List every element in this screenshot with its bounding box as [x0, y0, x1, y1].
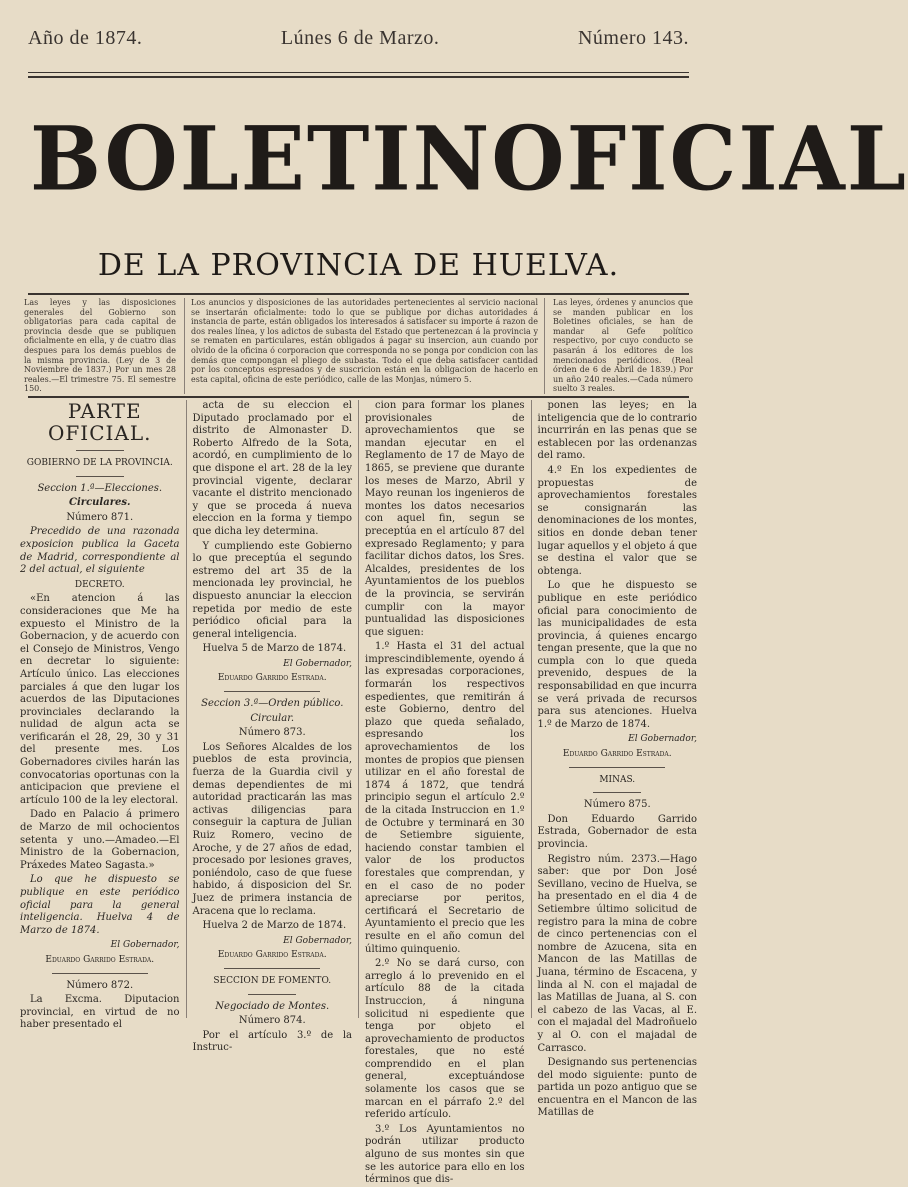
col3-para-3: 2.º No se dará curso, con arreglo á lo prevenido en el artículo 88 de la citada Instruccion, á ninguna solicitud ni espediente que tenga por objeto el aprovechamiento de productos forestales, que no esté comprendido en el plan general, exceptuándose solamente los casos que se marcan en el párrafo 2.º del referido artículo. — [365, 958, 525, 1121]
notice-rule — [28, 396, 689, 398]
numero-872: Número 872. — [66, 979, 134, 991]
col2-para-3: Los Señores Alcaldes de los pueblos de esta provincia, fuerza de la Guardia civil y demas dependientes de mi autoridad practicarán las mas activas diligencias para conseguir la captura de Julian Ruiz Romero, vecino de Aroche, y de 27 años de edad, procesado por lesiones graves, poniéndolo, caso de que fuese habido, á disposicion del Sr. Juez de primera instancia de Aracena que lo reclama. — [192, 741, 352, 917]
governor-name: Eduardo Garrido Estrada. — [45, 954, 155, 965]
column-4 — [531, 400, 704, 1119]
column-1 — [14, 399, 186, 1031]
decree-body: «En atencion á las consideraciones que Me ha expuesto el Ministro de la Gobernacion, y de acuerdo con el Consejo de Ministros, Vengo en decretar lo siguiente: Artículo único. Las elecciones parciales á que den lugar los acuerdos de las Diputaciones provinciales declarando la nulidad de algun acta se verificarán el 28, 29, 30 y 31 del presente mes. Los Gobernadores civiles harán las convocatorias oportunas con la anticipacion que previene el artículo 100 de la ley electoral. — [20, 593, 180, 806]
numero-874: Número 874. — [238, 1015, 306, 1027]
divider — [76, 476, 124, 477]
column-2 — [186, 400, 359, 1054]
divider — [224, 691, 320, 692]
col2-para-1: acta de su eleccion el Diputado proclamado por el distrito de Almonaster D. Roberto Alfredo de la Sota, acordó, en cumplimiento de lo que dispone el art. 28 de la ley provincial vigente, declarar vacante el distrito mencionado y que se proceda á nueva eleccion en la forma y tiempo que dicha ley determina. — [192, 400, 352, 537]
masthead-left-word: BOLETIN — [30, 106, 492, 210]
notice-center — [184, 298, 545, 394]
subtitle-rule — [28, 293, 689, 295]
notice-right-text: Las leyes, órdenes y anuncios que se manden publicar en los Boletines oficiales, se han de mandar al Gefe político respectivo, por cuyo conducto se pasarán á los editores de los mencionados periódicos. (Real órden de 6 de Abril de 1839.) Por un año 240 reales.—Cada número suelto 3 reales. — [553, 298, 693, 394]
decreto-heading: DECRETO. — [74, 579, 125, 590]
governor-name: Eduardo Garrido Estrada. — [562, 749, 672, 760]
decree-dado: Dado en Palacio á primero de Marzo de mil ochocientos setenta y uno.—Amadeo.—El Ministro de la Gobernacion, Práxedes Mateo Sagasta.» — [20, 809, 180, 871]
issue-year: Año de 1874. — [28, 26, 143, 49]
negociado-heading: Negociado de Montes. — [215, 1000, 330, 1012]
divider — [52, 973, 148, 974]
header-rule-thick — [28, 76, 689, 78]
numero-871: Número 871. — [66, 511, 134, 523]
fomento-heading: SECCION DE FOMENTO. — [213, 975, 332, 986]
notice-center-text: Los anuncios y disposiciones de las autoridades pertenecientes al servicio nacional se insertarán oficialmente: todo lo que se publique por dichas autoridades á instancia de parte, están obligados los interesados á satisfacer su importe á razon de dos reales línea, y los adictos de subasta del Estado que pertenezcan á la provincia y se rematen en particulares, están obligados á pagar su insercion, aun cuando por olvido de la oficina ó corporacion que corresponda no se ponga por condicion con las demás que compongan el pliego de subasta. Todo el que deba satisfacer cantidad por los conceptos espresados y de suscricion están en la obligacion de hacerlo en esta capital, oficina de este periódico, calle de las Monjas, número 5. — [191, 298, 538, 384]
circular-heading: Circular. — [250, 712, 295, 724]
divider — [224, 968, 320, 969]
col4-para-2: 4.º En los expedientes de propuestas de aprovechamientos forestales se consignarán las denominaciones de los montes, sitios en donde deban tener lugar aquellos y el objeto á que se destina el valor que se obtenga. — [537, 464, 697, 577]
issue-header — [28, 20, 689, 56]
column-3 — [358, 400, 531, 1186]
parte-oficial-heading: PARTE OFICIAL. — [48, 399, 152, 445]
col4-para-5: Registro núm. 2373.—Hago saber: que por Don José Sevillano, vecino de Huelva, se ha presentado en el dia 4 de Setiembre último solicitud de registro para la mina de cobre de cinco pertenencias con el nombre de Azucena, sita en Mancon de las Matillas de Juana, término de Escacena, y linda al N. con el majadal de las Matillas de Juana, al S. con el cabezo de las Vacas, al E. con el majadal del Madroñuelo y al O. con el majadal de Carrasco. — [537, 853, 697, 1054]
divider — [76, 450, 124, 451]
col4-para-6: Designando sus pertenencias del modo siguiente: punto de partida un pozo antiguo que se encuentra en el Mancon de las Matillas de — [537, 1057, 697, 1119]
masthead-right-word: OFICIAL — [491, 106, 908, 210]
col2-para-2: Y cumpliendo este Gobierno lo que preceptúa el segundo estremo del art 35 de la mencionada ley provincial, he dispuesto anunciar la eleccion repetida por medio de este periódico oficial para la general inteligencia. — [192, 540, 352, 640]
col3-para-4: 3.º Los Ayuntamientos no podrán utilizar producto alguno de sus montes sin que se les autorice para ello en los términos que dis- — [365, 1123, 525, 1186]
seccion-3-heading: Seccion 3.ª—Orden público. — [201, 698, 344, 710]
notice-right — [553, 298, 693, 394]
excma-text: La Excma. Diputacion provincial, en virtud de no haber presentado el — [20, 994, 180, 1031]
divider — [569, 767, 665, 768]
seccion-heading: Seccion 1.ª—Elecciones. — [37, 482, 163, 494]
intro-text: Precedido de una razonada exposicion publica la Gaceta de Madrid, correspondiente al 2 del actual, el siguiente — [20, 526, 180, 576]
publish-note: Lo que he dispuesto se publique en este periódico oficial para la general inteligencia. Huelva 4 de Marzo de 1874. — [20, 874, 180, 936]
governor-label: El Gobernador, — [283, 658, 352, 669]
governor-name: Eduardo Garrido Estrada. — [217, 673, 327, 684]
minas-heading: MINAS. — [599, 774, 636, 785]
issue-number: Número 143. — [577, 26, 689, 49]
notice-left — [24, 298, 176, 394]
circulares-heading: Circulares. — [69, 497, 131, 509]
col3-para-1: cion para formar los planes provisionales de aprovechamientos que se mandan ejecutar en el Reglamento de 17 de Mayo de 1865, se previene que durante los meses de Marzo, Abril y Mayo reunan los ingenieros de montes los datos necesarios con aquel fin, segun se preceptúa en el artículo 87 del expresado Reglamento; y para facilitar dichos datos, los Sres. Alcaldes, presidentes de los Ayuntamientos de los pueblos de la provincia, se servirán cumplir con la mayor puntualidad las disposiciones que siguen: — [365, 400, 525, 638]
divider — [593, 792, 641, 793]
governor-label: El Gobernador, — [110, 940, 180, 951]
notice-left-text: Las leyes y las disposiciones generales del Gobierno son obligatorias para cada capital de provincia desde que se publiquen oficialmente en ella, y de cuatro dias despues para los demás pueblos de la misma provincia. (Ley de 3 de Noviembre de 1837.) Por un mes 28 reales.—El trimestre 75. El semestre 150. — [24, 298, 176, 394]
col4-para-1: ponen las leyes; en la inteligencia que de lo contrario incurrirán en las penas que se establecen por las ordenanzas del ramo. — [537, 400, 697, 462]
notice-row — [24, 298, 693, 394]
col2-date: Huelva 5 de Marzo de 1874. — [202, 643, 347, 655]
col4-para-3: Lo que he dispuesto se publique en este periódico oficial para conocimiento de las municipalidades de esta provincia, á quienes encargo tengan presente, que la que no cumpla con lo que queda prevenido, despues de la responsabilidad en que incurra se verá privada de recursos para sus atenciones. Huelva 1.º de Marzo de 1874. — [537, 580, 697, 730]
issue-date: Lúnes 6 de Marzo. — [280, 26, 440, 49]
col3-para-2: 1.º Hasta el 31 del actual imprescindiblemente, oyendo á las expresadas corporaciones, formarán los respectivos espedientes, que remitirán á este Gobierno, dentro del plazo que queda señalado, espresando los aprovechamientos de los montes de propios que piensen utilizar en el año forestal de 1874 á 1872, que tendrá principio segun el artículo 2.º de la citada Instruccion en 1.º de Octubre y terminará en 30 de Setiembre siguiente, haciendo constar tambien el valor de los productos forestales que comprendan, y en el caso de no poder apreciarse por peritos, certificará el Secretario de Ayuntamiento el precio que les resulte en el año comun del último quinquenio. — [365, 641, 525, 955]
col2-para-4: Por el artículo 3.º de la Instruc- — [192, 1029, 352, 1054]
header-rule — [28, 72, 689, 73]
masthead — [30, 98, 908, 218]
col4-para-4: Don Eduardo Garrido Estrada, Gobernador de esta provincia. — [537, 813, 697, 850]
divider — [248, 994, 296, 995]
masthead-subtitle: DE LA PROVINCIA DE HUELVA. — [97, 248, 620, 283]
numero-875: Número 875. — [583, 799, 651, 811]
governor-label: El Gobernador, — [628, 734, 697, 745]
col2-date-2: Huelva 2 de Marzo de 1874. — [202, 920, 347, 932]
article-columns — [14, 399, 703, 1186]
numero-873: Número 873. — [238, 727, 306, 739]
governor-label: El Gobernador, — [283, 935, 352, 946]
governor-name: Eduardo Garrido Estrada. — [217, 950, 327, 961]
gobierno-heading: GOBIERNO DE LA PROVINCIA. — [26, 458, 173, 468]
